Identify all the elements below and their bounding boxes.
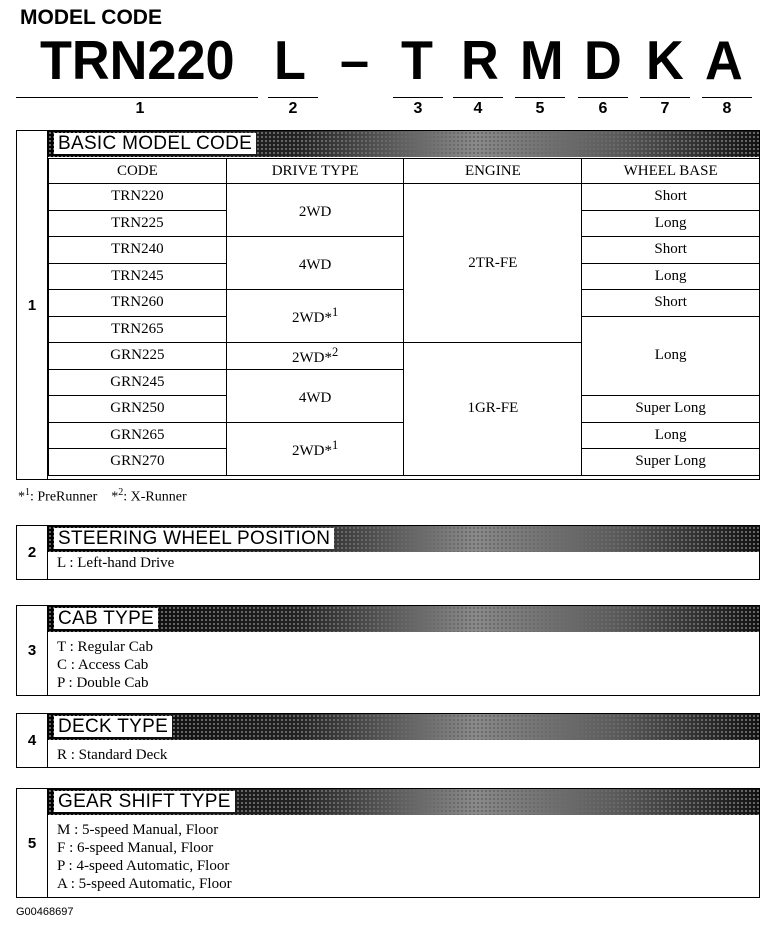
section-header-bar bbox=[48, 714, 759, 740]
drive-type-cell: 2WD*$^1$ bbox=[226, 290, 404, 343]
section-number: 2 bbox=[17, 526, 48, 579]
code-part-steering: L bbox=[274, 29, 306, 91]
basic-model-code-section bbox=[16, 130, 760, 480]
option-line: F : 6-speed Manual, Floor bbox=[57, 840, 214, 856]
code-cell: GRN265 bbox=[49, 422, 227, 449]
section-header: BASIC MODEL CODE bbox=[54, 133, 256, 154]
section-header-bar bbox=[48, 526, 759, 552]
basic-model-code-table bbox=[48, 158, 760, 476]
table-header-row bbox=[49, 159, 760, 184]
engine-cell: 1GR-FE bbox=[404, 343, 582, 476]
code-cell: TRN225 bbox=[49, 210, 227, 237]
code-part-gear: M bbox=[520, 29, 564, 91]
cab-type-section bbox=[16, 605, 760, 696]
wheel-base-cell: Long bbox=[582, 316, 760, 396]
code-underline-8 bbox=[702, 97, 752, 98]
section-header: DECK TYPE bbox=[54, 716, 172, 737]
code-cell: TRN265 bbox=[49, 316, 227, 343]
position-number-2: 2 bbox=[288, 100, 298, 117]
position-number-1: 1 bbox=[135, 100, 145, 117]
option-line: L : Left-hand Drive bbox=[57, 555, 175, 571]
steering-wheel-position-section bbox=[16, 525, 760, 580]
column-header-wheel-base: WHEEL BASE bbox=[582, 159, 760, 184]
section-header-bar bbox=[48, 606, 759, 632]
drive-type-cell: 2WD*$^2$ bbox=[226, 343, 404, 370]
drive-type-cell: 2WD*$^1$ bbox=[226, 422, 404, 475]
option-line: P : Double Cab bbox=[57, 675, 149, 691]
code-underline-7 bbox=[640, 97, 690, 98]
position-number-7: 7 bbox=[660, 100, 670, 117]
position-number-8: 8 bbox=[722, 100, 732, 117]
section-header-bar bbox=[48, 131, 759, 157]
section-number: 5 bbox=[17, 789, 48, 897]
wheel-base-cell: Short bbox=[582, 290, 760, 317]
wheel-base-cell: Short bbox=[582, 237, 760, 264]
table-row bbox=[49, 184, 760, 211]
code-part-8: A bbox=[705, 29, 743, 91]
engine-cell: 2TR-FE bbox=[404, 184, 582, 343]
image-id-label: G00468697 bbox=[16, 906, 74, 918]
option-line: P : 4-speed Automatic, Floor bbox=[57, 858, 230, 874]
option-line: A : 5-speed Automatic, Floor bbox=[57, 876, 232, 892]
section-number: 4 bbox=[17, 714, 48, 767]
section-body bbox=[57, 638, 759, 692]
section-body bbox=[57, 554, 759, 572]
code-cell: GRN245 bbox=[49, 369, 227, 396]
code-cell: TRN245 bbox=[49, 263, 227, 290]
code-underline-2 bbox=[268, 97, 318, 98]
code-part-deck: R bbox=[461, 29, 499, 91]
option-line: T : Regular Cab bbox=[57, 639, 153, 655]
section-header-bar bbox=[48, 789, 759, 815]
code-cell: GRN270 bbox=[49, 449, 227, 476]
wheel-base-cell: Long bbox=[582, 263, 760, 290]
code-cell: GRN250 bbox=[49, 396, 227, 423]
position-number-3: 3 bbox=[413, 100, 423, 117]
option-line: C : Access Cab bbox=[57, 657, 149, 673]
code-part-cab: T bbox=[401, 29, 433, 91]
section-number: 3 bbox=[17, 606, 48, 695]
wheel-base-cell: Long bbox=[582, 422, 760, 449]
position-number-5: 5 bbox=[535, 100, 545, 117]
code-underline-6 bbox=[578, 97, 628, 98]
section-number: 1 bbox=[17, 131, 48, 479]
code-part-basic: TRN220 bbox=[40, 29, 235, 91]
code-underline-1 bbox=[16, 97, 258, 98]
section-header: STEERING WHEEL POSITION bbox=[54, 528, 334, 549]
code-cell: TRN220 bbox=[49, 184, 227, 211]
column-header-code: CODE bbox=[49, 159, 227, 184]
option-line: M : 5-speed Manual, Floor bbox=[57, 822, 219, 838]
code-cell: TRN240 bbox=[49, 237, 227, 264]
code-underline-3 bbox=[393, 97, 443, 98]
wheel-base-cell: Short bbox=[582, 184, 760, 211]
column-header-drive-type: DRIVE TYPE bbox=[226, 159, 404, 184]
code-part-6: D bbox=[584, 29, 622, 91]
code-underline-5 bbox=[515, 97, 565, 98]
code-part-7: K bbox=[646, 29, 684, 91]
drive-type-cell: 4WD bbox=[226, 237, 404, 290]
wheel-base-cell: Super Long bbox=[582, 396, 760, 423]
code-cell: GRN225 bbox=[49, 343, 227, 370]
model-code-title: MODEL CODE bbox=[20, 6, 162, 29]
section-body bbox=[57, 821, 759, 893]
section-body bbox=[57, 746, 759, 764]
position-number-6: 6 bbox=[598, 100, 608, 117]
code-part-dash: – bbox=[340, 29, 370, 91]
position-number-4: 4 bbox=[473, 100, 483, 117]
code-cell: TRN260 bbox=[49, 290, 227, 317]
model-code-display bbox=[0, 30, 783, 90]
wheel-base-cell: Super Long bbox=[582, 449, 760, 476]
wheel-base-cell: Long bbox=[582, 210, 760, 237]
column-header-engine: ENGINE bbox=[404, 159, 582, 184]
section-header: CAB TYPE bbox=[54, 608, 158, 629]
deck-type-section bbox=[16, 713, 760, 768]
section-header: GEAR SHIFT TYPE bbox=[54, 791, 235, 812]
drive-type-cell: 2WD bbox=[226, 184, 404, 237]
option-line: R : Standard Deck bbox=[57, 747, 168, 763]
footnote: *$^1$: PreRunner *$^2$: X-Runner bbox=[18, 487, 187, 505]
drive-type-cell: 4WD bbox=[226, 369, 404, 422]
code-underline-4 bbox=[453, 97, 503, 98]
gear-shift-type-section bbox=[16, 788, 760, 898]
